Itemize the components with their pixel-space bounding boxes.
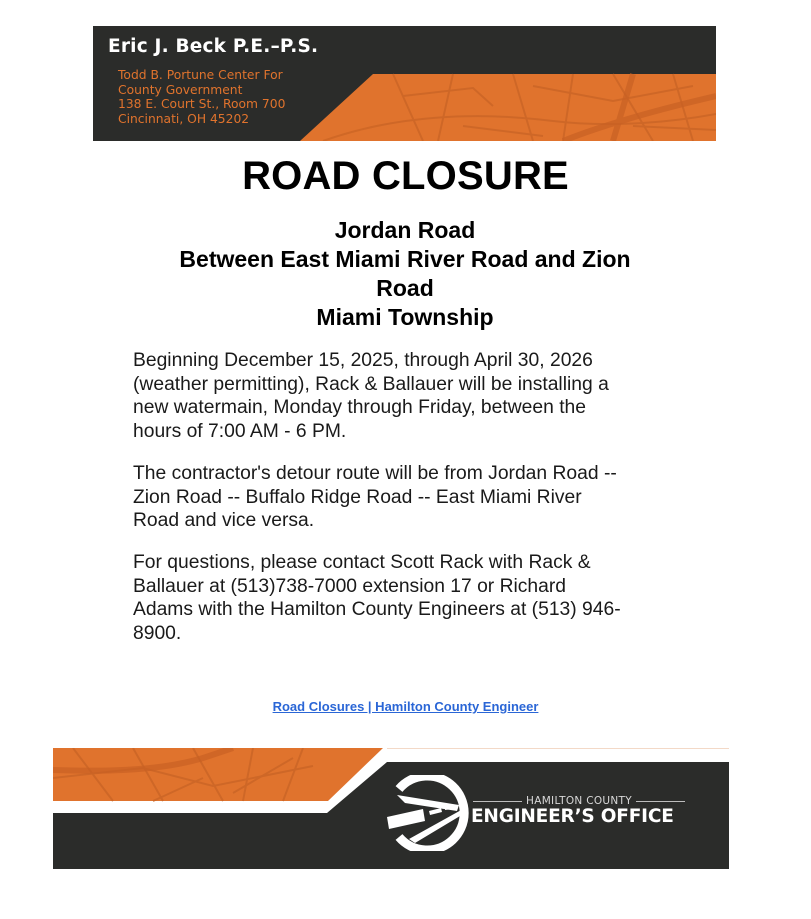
paragraph-line: Road and vice versa. [133, 510, 315, 531]
location-line: Road [376, 275, 434, 301]
paragraph-line: The contractor's detour route will be from Jordan Road -- [133, 463, 617, 484]
road-closures-link[interactable]: Road Closures | Hamilton County Engineer [272, 699, 539, 714]
paragraph-line: 8900. [133, 622, 182, 644]
paragraph-line: hours of 7:00 AM - 6 PM. [133, 420, 347, 442]
contact-paragraph [133, 551, 693, 645]
location-line: Miami Township [316, 304, 494, 330]
header-banner [93, 26, 716, 141]
link-row [0, 698, 811, 716]
office-address [118, 68, 285, 126]
location-line: Jordan Road [334, 217, 476, 243]
address-line: 138 E. Court St., Room 700 [118, 97, 286, 111]
paragraph-line: (weather permitting), Rack & Ballauer will be installing a [133, 373, 609, 395]
schedule-paragraph [133, 349, 693, 443]
paragraph-line: Ballauer at (513)738-7000 extension 17 or Richard [133, 575, 567, 597]
divider [636, 801, 685, 802]
address-line: Cincinnati, OH 45202 [118, 111, 250, 126]
paragraph-line: Adams with the Hamilton County Engineers at (513) 946- [133, 599, 621, 620]
paragraph-line: Zion Road -- Buffalo Ridge Road -- East Miami River [133, 486, 582, 508]
paragraph-line: new watermain, Monday through Friday, between the [133, 397, 586, 418]
address-line: Todd B. Portune Center For [118, 68, 283, 82]
detour-paragraph [133, 462, 693, 533]
road-perspective-logo-icon [385, 775, 469, 851]
closure-location [130, 216, 680, 332]
paragraph-line: For questions, please contact Scott Rack with Rack & [133, 552, 591, 573]
location-line: Between East Miami River Road and Zion [179, 246, 631, 272]
engineer-name: Eric J. Beck P.E.–P.S. [108, 36, 319, 57]
notice-title: ROAD CLOSURE [242, 154, 569, 198]
address-line: County Government [118, 82, 243, 97]
office-label: ENGINEER’S OFFICE [471, 806, 674, 827]
paragraph-line: Beginning December 15, 2025, through April 30, 2026 [133, 350, 593, 371]
county-label: HAMILTON COUNTY [526, 795, 632, 807]
divider [473, 801, 522, 802]
footer-banner [53, 748, 729, 869]
